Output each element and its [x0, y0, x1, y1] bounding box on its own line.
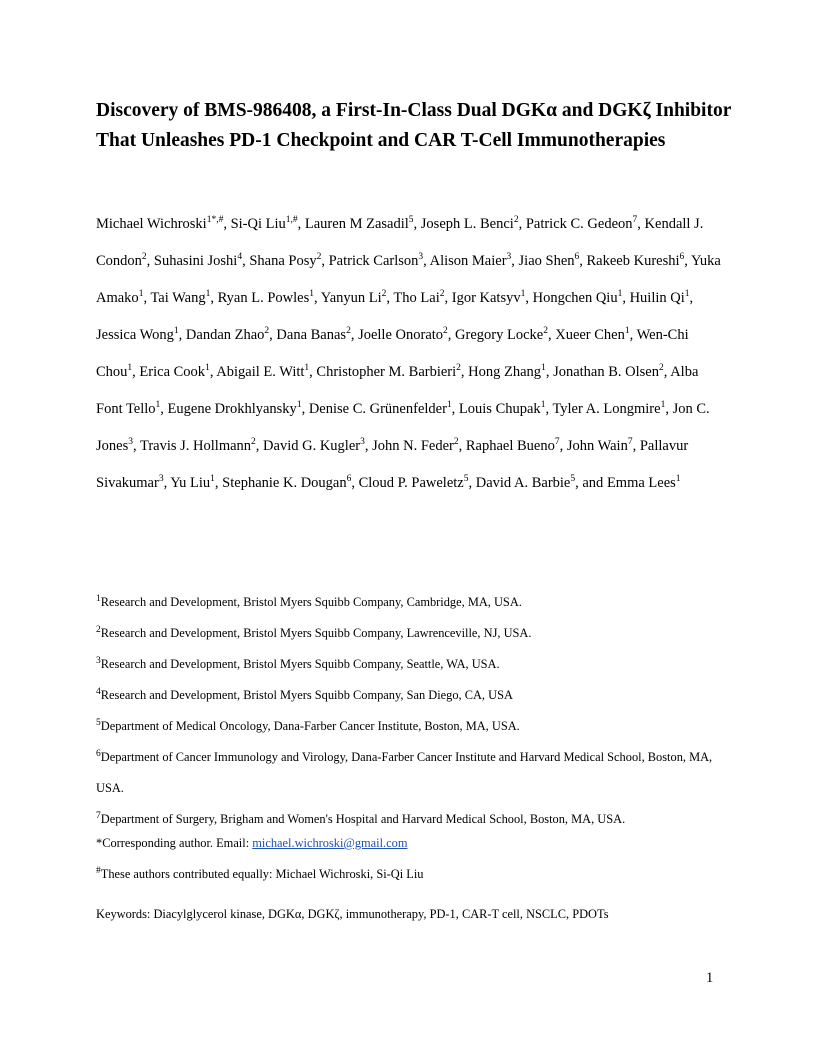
- author-affiliation-mark: 1: [296, 400, 302, 411]
- author-affiliation-mark: 1: [173, 326, 179, 337]
- author-name: Hong Zhang: [468, 364, 542, 380]
- author-name: Erica Cook: [139, 364, 206, 380]
- affiliation-text: Department of Medical Oncology, Dana-Farber Cancer Institute, Boston, MA, USA.: [100, 719, 520, 733]
- author-affiliation-mark: 1: [617, 289, 623, 300]
- author-name: David G. Kugler: [263, 438, 361, 454]
- author-name: Emma Lees: [606, 475, 676, 491]
- author-name: Eugene Drokhlyansky: [167, 401, 297, 417]
- author-name: Cloud P. Paweletz: [358, 475, 464, 491]
- author-affiliation-mark: 1: [138, 289, 144, 300]
- affiliation-item: [96, 649, 736, 680]
- author-affiliation-mark: 2: [513, 215, 519, 226]
- author-affiliation-mark: 2: [264, 326, 270, 337]
- author-name: Travis J. Hollmann: [139, 438, 252, 454]
- author-affiliation-mark: 2: [453, 437, 459, 448]
- author-name: Ryan L. Powles: [217, 290, 310, 306]
- author-affiliation-mark: 6: [679, 252, 685, 263]
- author-name: Jiao Shen: [518, 253, 575, 269]
- author-affiliation-mark: 1: [304, 363, 310, 374]
- affiliation-text: Research and Development, Bristol Myers Squibb Company, Lawrenceville, NJ, USA.: [100, 626, 532, 640]
- author-name: Raphael Bueno: [465, 438, 555, 454]
- author-affiliation-mark: 4: [237, 252, 243, 263]
- author-name: Dana Banas: [276, 327, 347, 343]
- author-name: Shana Posy: [249, 253, 317, 269]
- author-name: John Wain: [566, 438, 628, 454]
- author-affiliation-mark: 2: [456, 363, 461, 374]
- author-affiliation-mark: 2: [316, 252, 322, 263]
- author-name: Patrick Carlson: [328, 253, 419, 269]
- author-affiliation-mark: 1*,#: [206, 215, 224, 226]
- author-name: Christopher M. Barbieri: [316, 364, 457, 380]
- affiliation-number: 7: [96, 810, 101, 821]
- paper-title: Discovery of BMS-986408, a First-In-Class Dual DGKα and DGKζ Inhibitor That Unleashes PD-1 Checkpoint and CAR T-Cell Immunotherapies: [96, 100, 732, 151]
- author-affiliation-mark: 6: [346, 474, 352, 485]
- author-affiliation-mark: 2: [141, 252, 147, 263]
- corresponding-author: [96, 833, 408, 853]
- equal-contribution-mark: #: [96, 865, 101, 876]
- affiliation-text: Research and Development, Bristol Myers Squibb Company, San Diego, CA, USA: [100, 688, 513, 702]
- author-affiliation-mark: 2: [543, 326, 548, 337]
- author-name: Si-Qi Liu: [230, 216, 286, 232]
- author-name: Tho Lai: [393, 290, 440, 306]
- affiliation-number: 2: [96, 624, 101, 635]
- author-affiliation-mark: 1: [684, 289, 690, 300]
- author-name: Louis Chupak: [458, 401, 541, 417]
- author-name: Jon C. Jones: [96, 401, 710, 454]
- affiliation-list: [96, 587, 736, 835]
- author-affiliation-mark: 1: [210, 474, 215, 485]
- author-affiliation-mark: 1: [540, 400, 546, 411]
- author-affiliation-mark: 6: [574, 252, 580, 263]
- author-name: Jonathan B. Olsen: [553, 364, 659, 380]
- author-affiliation-mark: 5: [408, 215, 414, 226]
- author-affiliation-mark: 7: [632, 215, 638, 226]
- author-affiliation-mark: 5: [463, 474, 469, 485]
- author-affiliation-mark: 1: [205, 289, 211, 300]
- author-name: Igor Katsyv: [451, 290, 521, 306]
- author-affiliation-mark: 1: [446, 400, 452, 411]
- affiliation-text: Department of Surgery, Brigham and Women's Hospital and Harvard Medical School, Boston, MA, USA.: [100, 812, 626, 826]
- author-affiliation-mark: 2: [346, 326, 351, 337]
- affiliation-number: 5: [96, 717, 101, 728]
- author-affiliation-mark: 1: [127, 363, 133, 374]
- author-affiliation-mark: 1: [541, 363, 546, 374]
- author-affiliation-mark: 1: [624, 326, 630, 337]
- author-name: Wen-Chi Chou: [96, 327, 689, 380]
- author-name: Kendall J. Condon: [96, 216, 704, 269]
- author-name: Pallavur Sivakumar: [96, 438, 689, 491]
- author-name: Tyler A. Longmire: [552, 401, 661, 417]
- author-name: Yu Liu: [170, 475, 211, 491]
- author-name: Huilin Qi: [629, 290, 685, 306]
- author-name: Tai Wang: [150, 290, 206, 306]
- author-name: Xueer Chen: [555, 327, 625, 343]
- author-affiliation-mark: 1: [155, 400, 161, 411]
- author-name: Alison Maier: [429, 253, 507, 269]
- author-name: Gregory Locke: [455, 327, 544, 343]
- author-name: Rakeeb Kureshi: [586, 253, 680, 269]
- author-name: Lauren M Zasadil: [304, 216, 409, 232]
- author-name: Jessica Wong: [96, 327, 174, 343]
- affiliation-item: [96, 680, 736, 711]
- affiliation-item: [96, 587, 736, 618]
- keywords: Keywords: Diacylglycerol kinase, DGKα, DGKζ, immunotherapy, PD-1, CAR-T cell, NSCLC, PDOTs: [96, 907, 609, 921]
- author-affiliation-mark: 1: [675, 474, 681, 485]
- affiliation-text: Department of Cancer Immunology and Virology, Dana-Farber Cancer Institute and Harvard Medical School, Boston, MA, USA.: [96, 750, 713, 795]
- author-affiliation-mark: 1: [205, 363, 210, 374]
- affiliation-item: [96, 742, 736, 804]
- affiliation-number: 1: [96, 593, 101, 604]
- author-name: Suhasini Joshi: [153, 253, 238, 269]
- author-affiliation-mark: 1: [660, 400, 666, 411]
- author-affiliation-mark: 1: [520, 289, 526, 300]
- corresponding-email-link[interactable]: michael.wichroski@gmail.com: [252, 836, 408, 850]
- author-list: Michael Wichroski$^{1*,\#}$, Si-Qi Liu$^{1,\#}$, Lauren M Zasadil$^5$, Joseph L. Benci$^2$, Patrick C. Gedeon$^7$, Kendall J. Condon$^2$, Suhasini Joshi$^4$, Shana Posy$^2$, Patrick Carlson$^3$, Alison Maier$^3$, Jiao Shen$^6$, Rakeeb Kureshi$^6$, Yuka Amako$^1$, Tai Wang$^1$, Ryan L. Powles$^1$, Yanyun Li$^2$, Tho Lai$^2$, Igor Katsyv$^1$, Hongchen Qiu$^1$, Huilin Qi$^1$, Jessica Wong$^1$, Dandan Zhao$^2$, Dana Banas$^2$, Joelle Onorato$^2$, Gregory Locke$^2$, Xueer Chen$^1$, Wen-Chi Chou$^1$, Erica Cook$^1$, Abigail E. Witt$^1$, Christopher M. Barbieri$^2$, Hong Zhang$^1$, Jonathan B. Olsen$^2$, Alba Font Tello$^1$, Eugene Drokhlyansky$^1$, Denise C. Grünenfelder$^1$, Louis Chupak$^1$, Tyler A. Longmire$^1$, Jon C. Jones$^3$, Travis J. Hollmann$^2$, David G. Kugler$^3$, John N. Feder$^2$, Raphael Bueno$^7$, John Wain$^7$, Pallavur Sivakumar$^3$, Yu Liu$^1$, Stephanie K. Dougan$^6$, Cloud P. Paweletz$^5$, David A. Barbie$^5$, and Emma Lees$^1$: [96, 215, 721, 491]
- author-affiliation-mark: 2: [381, 289, 387, 300]
- author-name: Patrick C. Gedeon: [525, 216, 633, 232]
- author-affiliation-mark: 7: [627, 437, 633, 448]
- affiliation-item: [96, 618, 736, 649]
- author-affiliation-mark: 3: [506, 252, 512, 263]
- author-name: Denise C. Grünenfelder: [308, 401, 447, 417]
- author-name: Dandan Zhao: [185, 327, 265, 343]
- author-affiliation-mark: 5: [570, 474, 576, 485]
- author-affiliation-mark: 7: [554, 437, 560, 448]
- affiliation-text: Research and Development, Bristol Myers Squibb Company, Cambridge, MA, USA.: [100, 595, 522, 609]
- author-affiliation-mark: 3: [418, 252, 424, 263]
- affiliation-text: Research and Development, Bristol Myers Squibb Company, Seattle, WA, USA.: [100, 657, 500, 671]
- equal-contribution-text: These authors contributed equally: Michael Wichroski, Si-Qi Liu: [100, 867, 424, 881]
- corresponding-label: *Corresponding author. Email:: [96, 836, 253, 850]
- author-affiliation-mark: 1,#: [285, 215, 298, 226]
- author-name: Stephanie K. Dougan: [222, 475, 347, 491]
- author-name: Alba Font Tello: [96, 364, 699, 417]
- author-affiliation-mark: 3: [158, 474, 164, 485]
- author-affiliation-mark: 1: [309, 289, 314, 300]
- affiliation-item: [96, 804, 736, 835]
- author-name: Joseph L. Benci: [420, 216, 514, 232]
- affiliation-number: 6: [96, 748, 101, 759]
- author-affiliation-mark: 2: [439, 289, 445, 300]
- equal-contribution-note: [96, 864, 423, 884]
- author-name: Abigail E. Witt: [216, 364, 305, 380]
- author-affiliation-mark: 3: [128, 437, 133, 448]
- author-name: Yanyun Li: [320, 290, 382, 306]
- author-name: David A. Barbie: [475, 475, 571, 491]
- affiliation-item: [96, 711, 736, 742]
- author-affiliation-mark: 3: [360, 437, 365, 448]
- author-affiliation-mark: 2: [251, 437, 256, 448]
- author-name: Hongchen Qiu: [532, 290, 618, 306]
- affiliation-number: 3: [96, 655, 101, 666]
- author-name: Joelle Onorato: [358, 327, 444, 343]
- author-affiliation-mark: 2: [443, 326, 448, 337]
- page-number: 1: [706, 970, 714, 986]
- author-affiliation-mark: 2: [658, 363, 664, 374]
- affiliation-number: 4: [96, 686, 101, 697]
- author-name: Michael Wichroski: [96, 216, 207, 232]
- author-name: Yuka Amako: [96, 253, 721, 306]
- author-name: John N. Feder: [372, 438, 454, 454]
